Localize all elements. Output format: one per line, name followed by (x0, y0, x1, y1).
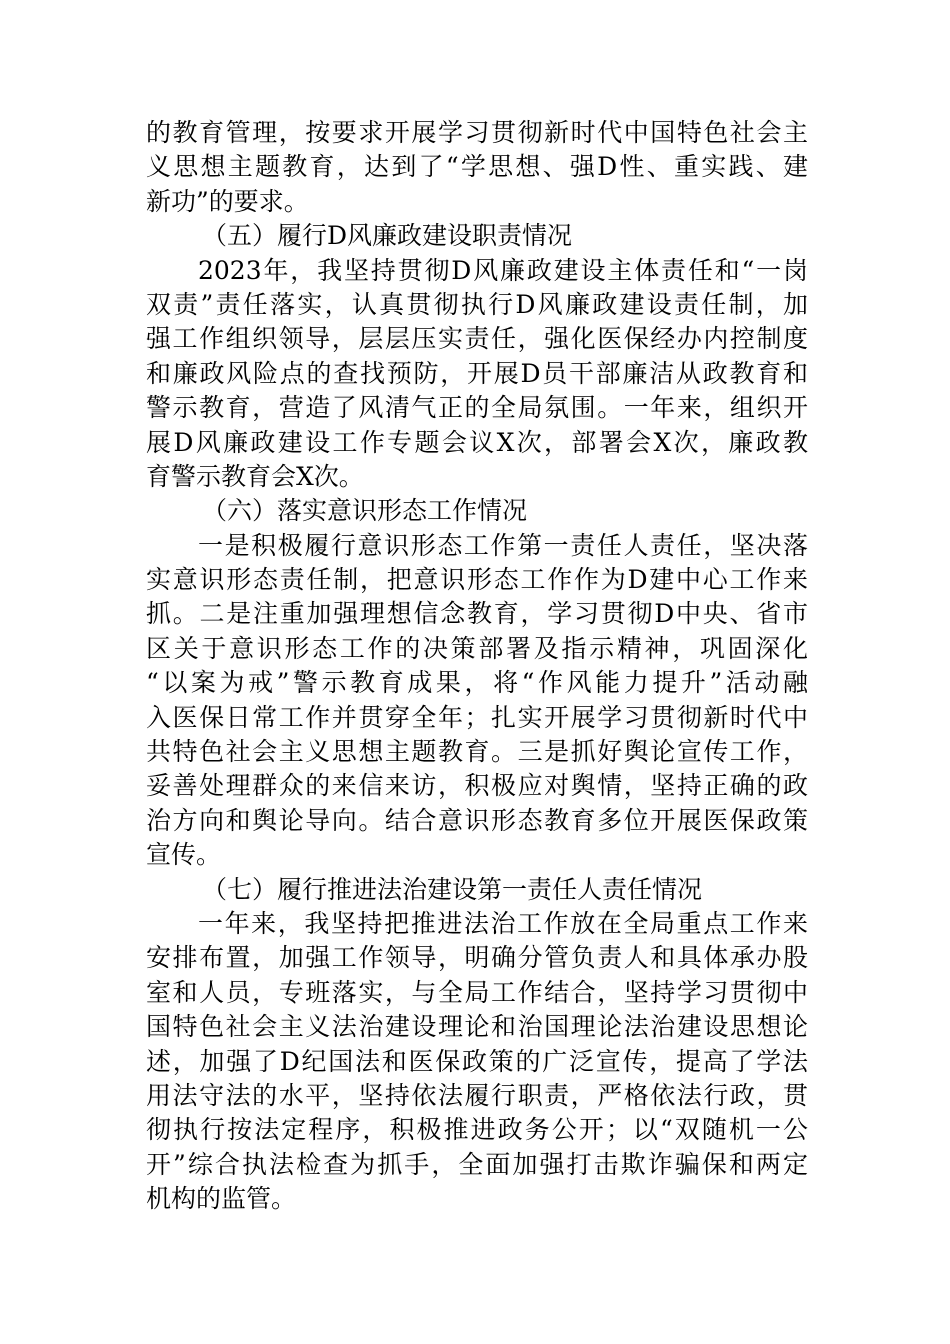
text-line: “以案为戒”警示教育成果，将“作风能力提升”活动融 (146, 668, 808, 698)
text-line: 的教育管理，按要求开展学习贯彻新时代中国特色社会主 (146, 118, 808, 147)
text-line: 新功”的要求。 (146, 186, 309, 216)
text-line: 抓。二是注重加强理想信念教育，学习贯彻D中央、省市 (146, 599, 808, 629)
section-heading-7 (146, 873, 808, 907)
text-line: 彻执行按法定程序，积极推进政务公开；以“双随机一公 (146, 1115, 808, 1145)
text-line: 开”综合执法检查为抓手，全面加强打击欺诈骗保和两定 (146, 1149, 808, 1179)
text-line: 用法守法的水平，坚持依法履行职责，严格依法行政，贯 (146, 1080, 808, 1110)
text-line: 育警示教育会X次。 (146, 461, 364, 491)
document-page (146, 116, 808, 1217)
text-line: 一年来，我坚持把推进法治工作放在全局重点工作来 (198, 908, 808, 938)
text-line: 义思想主题教育，达到了“学思想、强D性、重实践、建 (146, 152, 808, 182)
text-line: 和廉政风险点的查找预防，开展D员干部廉洁从政教育和 (146, 358, 808, 388)
text-line: 机构的监管。 (146, 1184, 297, 1214)
section-heading-6 (146, 494, 808, 528)
text-line: 妥善处理群众的来信来访，积极应对舆情，坚持正确的政 (146, 771, 808, 801)
heading-text: （六）落实意识形态工作情况 (202, 496, 528, 526)
text-line: 述，加强了D纪国法和医保政策的广泛宣传，提高了学法 (146, 1046, 808, 1076)
paragraph (146, 529, 808, 873)
text-line: 室和人员，专班落实，与全局工作结合，坚持学习贯彻中 (146, 977, 808, 1007)
text-line: 安排布置，加强工作领导，明确分管负责人和具体承办股 (146, 943, 808, 973)
text-line: 实意识形态责任制，把意识形态工作作为D建中心工作来 (146, 565, 808, 595)
text-line: 宣传。 (146, 840, 222, 870)
text-line: 入医保日常工作并贯穿全年；扎实开展学习贯彻新时代中 (146, 702, 808, 732)
text-line: 2023年，我坚持贯彻D风廉政建设主体责任和“一岗 (198, 255, 808, 285)
paragraph (146, 116, 808, 219)
heading-text: （五）履行D风廉政建设职责情况 (202, 221, 573, 251)
text-line: 共特色社会主义思想主题教育。三是抓好舆论宣传工作， (146, 737, 808, 767)
text-line: 治方向和舆论导向。结合意识形态教育多位开展医保政策 (146, 805, 808, 835)
text-line: 国特色社会主义法治建设理论和治国理论法治建设思想论 (146, 1012, 808, 1042)
section-heading-5 (146, 219, 808, 253)
heading-text: （七）履行推进法治建设第一责任人责任情况 (202, 874, 703, 904)
text-line: 双责”责任落实，认真贯彻执行D风廉政建设责任制，加 (146, 289, 808, 319)
paragraph (146, 254, 808, 495)
text-line: 一是积极履行意识形态工作第一责任人责任，坚决落 (198, 530, 808, 560)
text-line: 强工作组织领导，层层压实责任，强化医保经办内控制度 (146, 324, 808, 354)
text-line: 警示教育，营造了风清气正的全局氛围。一年来，组织开 (146, 393, 808, 423)
paragraph (146, 907, 808, 1217)
text-line: 区关于意识形态工作的决策部署及指示精神，巩固深化 (146, 633, 808, 663)
text-line: 展D风廉政建设工作专题会议X次，部署会X次，廉政教 (146, 427, 808, 457)
